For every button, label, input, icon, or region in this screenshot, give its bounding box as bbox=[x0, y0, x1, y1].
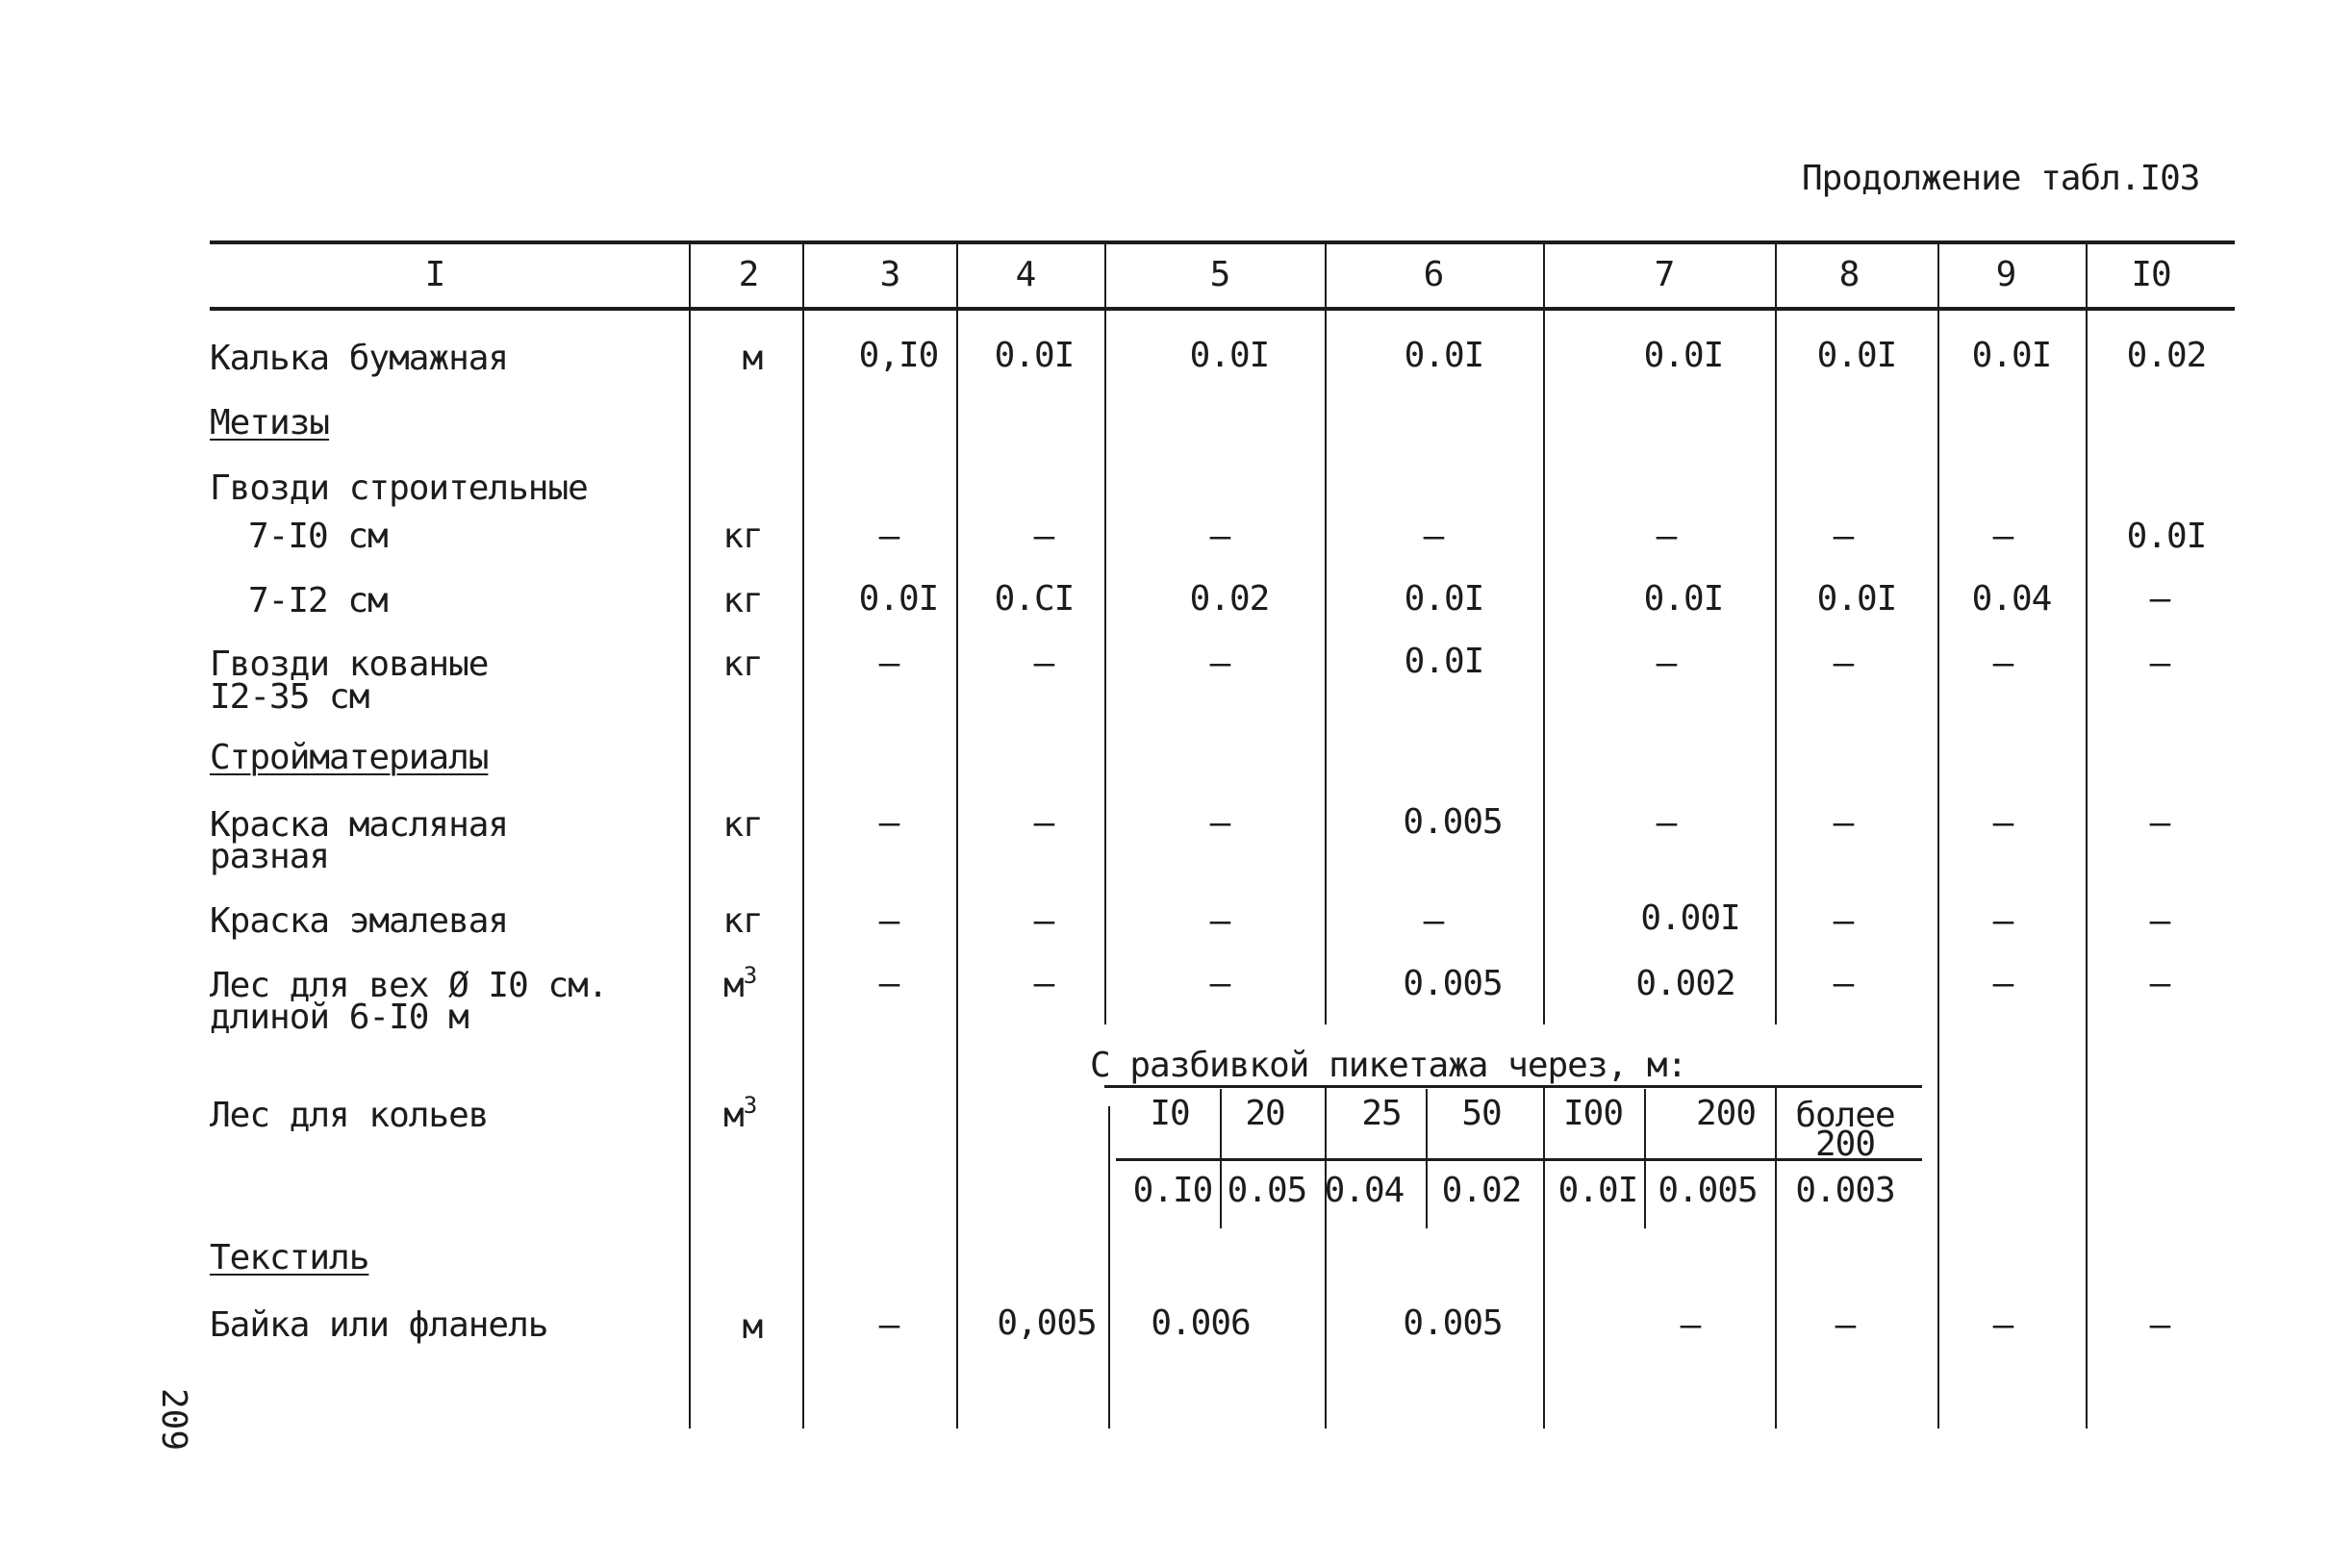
sub-cell-value: 0.05 bbox=[1227, 1171, 1307, 1210]
column-header: I0 bbox=[2131, 255, 2171, 294]
column-header: I bbox=[424, 255, 445, 294]
unit-superscript: 3 bbox=[743, 1092, 757, 1119]
column-divider bbox=[1108, 1106, 1110, 1429]
sub-cell-value: 0.02 bbox=[1441, 1171, 1522, 1210]
cell-value: – bbox=[1209, 644, 1230, 683]
column-header: 6 bbox=[1423, 255, 1444, 294]
column-divider bbox=[1104, 240, 1106, 1024]
cell-value: – bbox=[1833, 964, 1854, 1003]
column-divider bbox=[1937, 240, 1939, 1429]
cell-value: – bbox=[878, 517, 899, 556]
cell-value: – bbox=[878, 964, 899, 1003]
sub-table-mid-rule bbox=[1116, 1158, 1922, 1161]
cell-value: 0.002 bbox=[1635, 964, 1735, 1003]
cell-value: – bbox=[1992, 517, 2013, 556]
cell-value: 0.0I bbox=[1404, 579, 1484, 619]
cell-value: 0.0I bbox=[1189, 336, 1270, 375]
cell-value: 0.0I bbox=[858, 579, 939, 619]
column-divider bbox=[802, 240, 804, 1429]
cell-value: 0.0I bbox=[1404, 642, 1484, 681]
row-unit: кг bbox=[722, 581, 763, 620]
sub-cell-value: 0.I0 bbox=[1132, 1171, 1213, 1210]
column-header: 7 bbox=[1654, 255, 1675, 294]
row-name-line2: I2-35 см bbox=[210, 677, 369, 717]
row-name: Краска масляная bbox=[210, 805, 509, 845]
row-name: Лес для кольев bbox=[210, 1096, 489, 1135]
sub-cell-value: 0.003 bbox=[1795, 1171, 1895, 1210]
column-header: 2 bbox=[738, 255, 759, 294]
cell-value: – bbox=[1209, 901, 1230, 941]
cell-value: – bbox=[878, 901, 899, 941]
sub-column-header: 20 bbox=[1245, 1094, 1285, 1133]
cell-value: – bbox=[878, 1305, 899, 1345]
cell-value: – bbox=[2149, 901, 2170, 941]
sub-column-header: I0 bbox=[1150, 1094, 1190, 1133]
cell-value: – bbox=[1423, 517, 1444, 556]
cell-value: 0,I0 bbox=[858, 336, 939, 375]
cell-value: – bbox=[1833, 644, 1854, 683]
sub-column-divider bbox=[1644, 1089, 1646, 1228]
row-unit: кг bbox=[722, 645, 763, 684]
sub-cell-value: 0.0I bbox=[1557, 1171, 1638, 1210]
cell-value: 0.CI bbox=[994, 579, 1075, 619]
cell-value: – bbox=[1833, 901, 1854, 941]
cell-value: – bbox=[1209, 517, 1230, 556]
row-unit: $м^3$ bbox=[723, 1092, 757, 1135]
row-name: Калька бумажная bbox=[210, 339, 509, 378]
cell-value: – bbox=[1992, 901, 2013, 941]
sub-table-caption: С разбивкой пикетажа через, м: bbox=[1090, 1046, 1687, 1085]
cell-value: 0.0I bbox=[2126, 517, 2207, 556]
cell-value: – bbox=[878, 644, 899, 683]
sub-column-header: I00 bbox=[1562, 1094, 1624, 1133]
header-bottom-rule bbox=[210, 307, 2235, 311]
cell-value: – bbox=[1992, 964, 2013, 1003]
row-name-line2: длиной 6-I0 м bbox=[210, 998, 468, 1037]
unit-superscript: 3 bbox=[743, 962, 757, 989]
cell-value: – bbox=[1423, 901, 1444, 941]
column-header: 5 bbox=[1209, 255, 1230, 294]
cell-value: – bbox=[2149, 803, 2170, 843]
cell-value: – bbox=[1835, 1305, 1856, 1345]
row-unit: м bbox=[742, 339, 763, 378]
column-divider bbox=[956, 240, 958, 1429]
cell-value: 0.02 bbox=[2126, 336, 2207, 375]
column-divider bbox=[1543, 240, 1545, 1024]
cell-value: – bbox=[1033, 803, 1054, 843]
page-number: 209 bbox=[154, 1387, 194, 1452]
column-header: 8 bbox=[1838, 255, 1860, 294]
cell-value: 0.04 bbox=[1971, 579, 2052, 619]
column-divider bbox=[1543, 1087, 1545, 1429]
row-unit: м bbox=[742, 1307, 763, 1347]
sub-column-header-line2: 200 bbox=[1814, 1125, 1876, 1164]
column-header: 3 bbox=[879, 255, 900, 294]
row-unit: кг bbox=[722, 517, 763, 556]
sub-column-header: 50 bbox=[1461, 1094, 1502, 1133]
row-name-line2: разная bbox=[210, 837, 330, 876]
sub-column-header: 25 bbox=[1361, 1094, 1402, 1133]
cell-value: – bbox=[1033, 964, 1054, 1003]
cell-value: 0,005 bbox=[997, 1303, 1097, 1343]
section-heading: Метизы bbox=[210, 403, 330, 443]
row-name: Гвозди строительные bbox=[210, 468, 588, 508]
cell-value: – bbox=[2149, 964, 2170, 1003]
sub-column-divider bbox=[1426, 1089, 1428, 1228]
table-top-rule bbox=[210, 240, 2235, 244]
cell-value: – bbox=[1209, 964, 1230, 1003]
cell-value: 0.005 bbox=[1403, 964, 1503, 1003]
cell-value: 0.0I bbox=[994, 336, 1075, 375]
row-unit: $м^3$ bbox=[723, 962, 757, 1005]
cell-value: – bbox=[1833, 517, 1854, 556]
cell-value: 0.00I bbox=[1640, 898, 1740, 938]
cell-value: 0.0I bbox=[1643, 336, 1724, 375]
column-divider bbox=[689, 240, 691, 1429]
cell-value: 0.0I bbox=[1643, 579, 1724, 619]
column-divider bbox=[1775, 240, 1777, 1024]
row-name: 7-I0 см bbox=[248, 517, 388, 556]
row-name: Гвозди кованые bbox=[210, 645, 489, 684]
sub-column-header: 200 bbox=[1695, 1094, 1757, 1133]
row-unit: кг bbox=[722, 901, 763, 941]
cell-value: – bbox=[1833, 803, 1854, 843]
row-unit: кг bbox=[722, 805, 763, 845]
cell-value: – bbox=[1033, 644, 1054, 683]
cell-value: 0.0I bbox=[1816, 579, 1897, 619]
cell-value: 0.02 bbox=[1189, 579, 1270, 619]
sub-column-divider bbox=[1220, 1089, 1222, 1228]
sub-cell-value: 0.04 bbox=[1324, 1171, 1405, 1210]
column-divider bbox=[1775, 1087, 1777, 1429]
table-caption: Продолжение табл.I03 bbox=[1802, 159, 2200, 198]
row-name: Лес для вех Ø I0 см. bbox=[210, 966, 608, 1005]
cell-value: – bbox=[1992, 803, 2013, 843]
cell-value: 0.0I bbox=[1404, 336, 1484, 375]
cell-value: – bbox=[2149, 579, 2170, 619]
column-header: 4 bbox=[1015, 255, 1036, 294]
cell-value: – bbox=[1656, 803, 1677, 843]
cell-value: 0.006 bbox=[1151, 1303, 1251, 1343]
cell-value: – bbox=[2149, 644, 2170, 683]
row-name: Краска эмалевая bbox=[210, 901, 509, 941]
cell-value: – bbox=[2149, 1305, 2170, 1345]
cell-value: 0.005 bbox=[1403, 1303, 1503, 1343]
column-divider bbox=[1325, 240, 1327, 1024]
column-divider bbox=[1325, 1087, 1327, 1429]
cell-value: – bbox=[1033, 517, 1054, 556]
cell-value: – bbox=[1033, 901, 1054, 941]
cell-value: – bbox=[1680, 1305, 1701, 1345]
cell-value: 0.005 bbox=[1403, 802, 1503, 842]
cell-value: 0.0I bbox=[1816, 336, 1897, 375]
row-name: 7-I2 см bbox=[248, 581, 388, 620]
cell-value: – bbox=[1992, 1305, 2013, 1345]
column-header: 9 bbox=[1995, 255, 2016, 294]
cell-value: – bbox=[1656, 517, 1677, 556]
column-divider bbox=[2086, 240, 2088, 1429]
sub-column-header: более bbox=[1795, 1096, 1895, 1135]
section-heading: Стройматериалы bbox=[210, 738, 489, 777]
section-heading: Текстиль bbox=[210, 1238, 369, 1277]
sub-table-top-rule bbox=[1104, 1085, 1922, 1088]
row-name: Байка или фланель bbox=[210, 1305, 548, 1345]
sub-cell-value: 0.005 bbox=[1658, 1171, 1758, 1210]
cell-value: – bbox=[1209, 803, 1230, 843]
cell-value: 0.0I bbox=[1971, 336, 2052, 375]
cell-value: – bbox=[1992, 644, 2013, 683]
cell-value: – bbox=[1656, 644, 1677, 683]
cell-value: – bbox=[878, 803, 899, 843]
